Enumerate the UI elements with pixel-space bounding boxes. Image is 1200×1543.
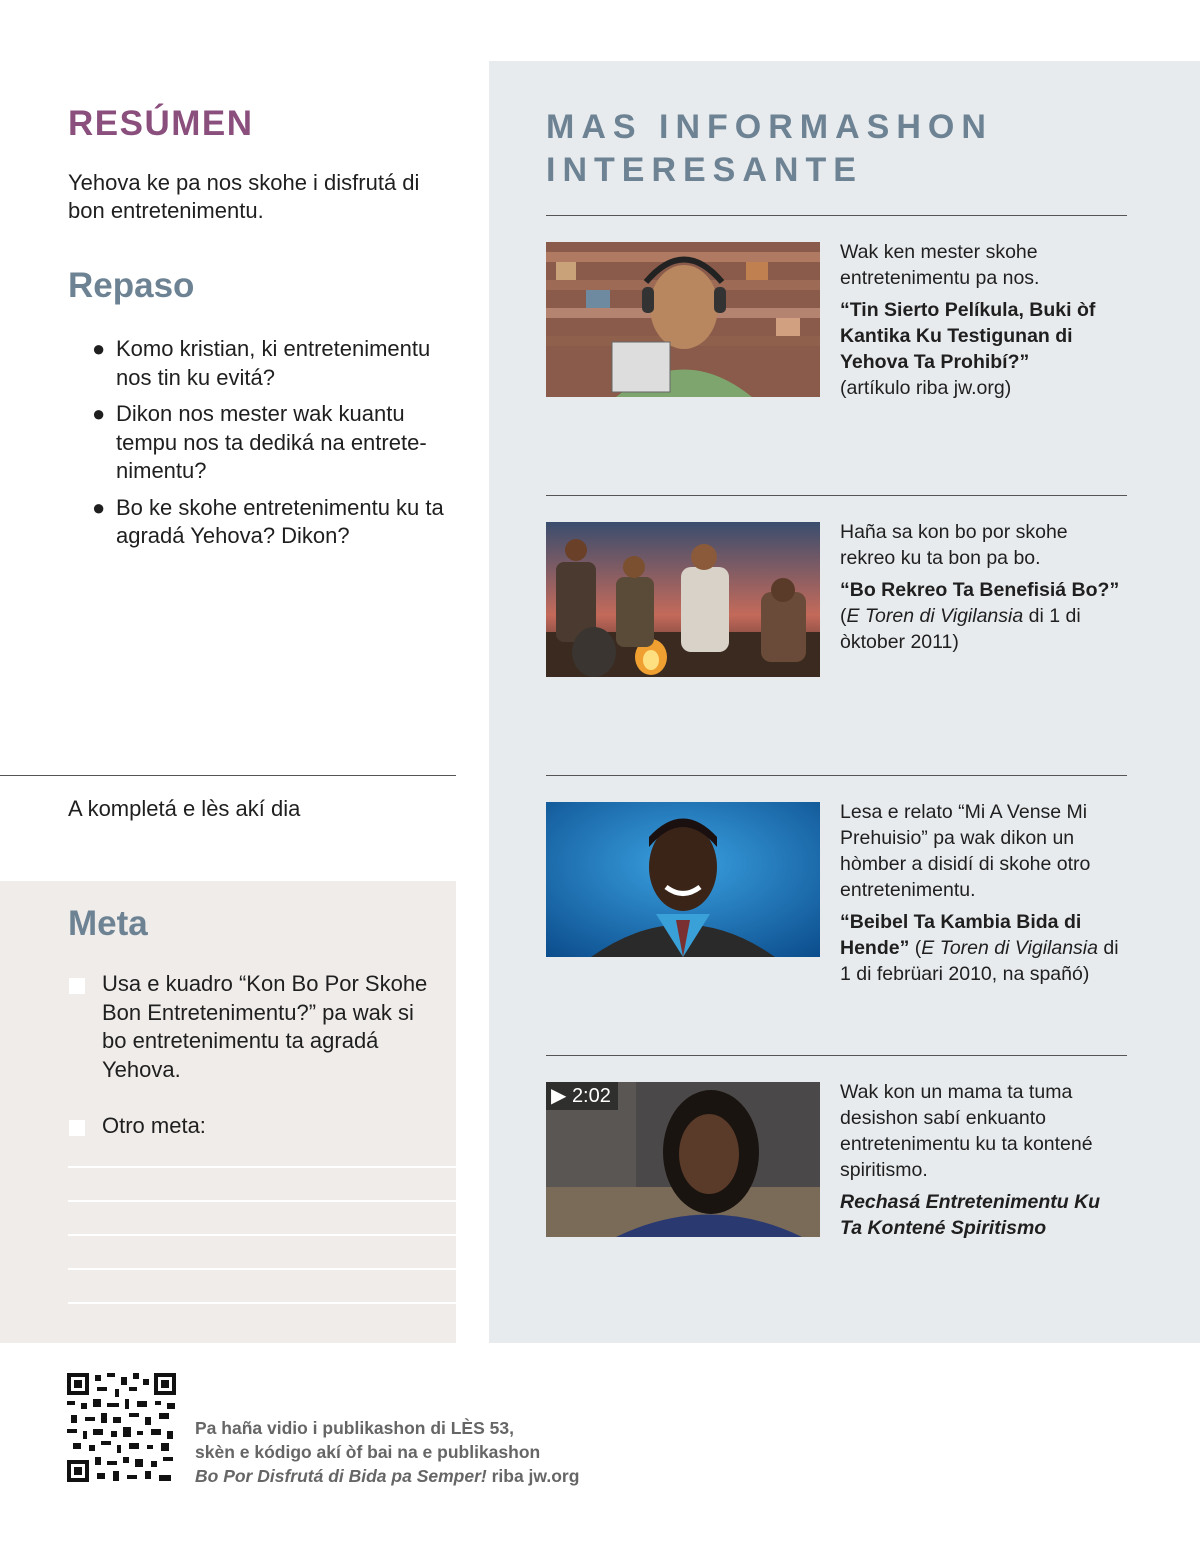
goal-checkbox[interactable] [69, 978, 85, 994]
write-line[interactable] [68, 1302, 456, 1304]
item-description: Wak ken mester skohe entretenimentu pa nos. [840, 241, 1040, 289]
more-info-item [840, 239, 1120, 401]
review-item: ● Dikon nos mester wak kuantu tempu nos ta dediká na entrete-nimentu? [92, 401, 427, 483]
footer-line: Pa haña vidio i publikashon di LÈS 53, [195, 1418, 514, 1438]
review-item-text: Dikon nos mester wak kuantu tempu nos ta dediká na entrete-nimentu? [116, 401, 427, 483]
more-info-item [840, 799, 1120, 987]
review-item: ● Bo ke skohe entretenimentu ku ta agradá Yehova? Dikon? [92, 494, 444, 548]
goal-title: Meta [68, 904, 148, 943]
item-title-link[interactable]: “Beibel Ta Kambia Bida di Hende” (E Toren di Vigilansia di 1 di febrüari 2010, na spañó) [840, 911, 1119, 985]
review-item-text: Komo kristian, ki entretenimentu nos tin ku evitá? [116, 336, 431, 390]
qr-code-icon [67, 1373, 176, 1482]
item-description: Lesa e relato “Mi A Vense Mi Prehuisio” pa wak dikon un hòmber a disidí di skohe otro entretenimentu. [840, 801, 1091, 901]
thumbnail-image [546, 802, 820, 957]
goal-item-text: Usa e kuadro “Kon Bo Por Skohe Bon Entretenimentu?” pa wak si bo entretenimentu ta agradá Yehova. [102, 971, 428, 1082]
item-source: (E Toren di Vigilansia di 1 di òktober 2011) [840, 605, 1081, 653]
divider [546, 775, 1127, 776]
more-info-item [840, 519, 1120, 655]
write-line[interactable] [68, 1268, 456, 1270]
review-list [92, 335, 457, 559]
more-info-item [840, 1079, 1120, 1241]
thumbnail-image [546, 522, 820, 677]
goal-item-text: Otro meta: [102, 1113, 206, 1138]
write-line[interactable] [68, 1166, 456, 1168]
review-item-text: Bo ke skohe entretenimentu ku ta agradá Yehova? Dikon? [116, 494, 444, 548]
divider [546, 215, 1127, 216]
write-line[interactable] [68, 1234, 456, 1236]
thumbnail-image [546, 242, 820, 397]
divider [0, 775, 456, 776]
item-description: Haña sa kon bo por skohe rekreo ku ta bon pa bo. [840, 521, 1068, 569]
item-title-link[interactable]: “Bo Rekreo Ta Benefisiá Bo?” [840, 579, 1120, 601]
video-duration-badge: ▶ 2:02 [546, 1082, 618, 1110]
footer-line: skèn e kódigo akí òf bai na e publikashon [195, 1442, 541, 1462]
footer-line: Bo Por Disfrutá di Bida pa Semper! riba jw.org [195, 1466, 580, 1486]
item-title-link[interactable]: “Tin Sierto Pelíkula, Buki òf Kantika Ku Testigunan di Yehova Ta Prohibí?” [840, 299, 1096, 373]
summary-title: RESÚMEN [68, 104, 254, 143]
more-info-title: MAS INFORMASHON INTERESANTE [546, 108, 993, 189]
divider [546, 495, 1127, 496]
item-source: (artíkulo riba jw.org) [840, 377, 1012, 399]
item-description: Wak kon un mama ta tuma desishon sabí enkuanto entretenimentu ku ta kontené spiritismo. [840, 1081, 1093, 1181]
completed-date-label: A kompletá e lès akí dia [68, 796, 301, 821]
qr-code[interactable] [67, 1373, 176, 1482]
video-thumbnail-woman[interactable] [546, 1082, 820, 1237]
review-item: ● Komo kristian, ki entretenimentu nos tin ku evitá? [92, 336, 431, 390]
divider [546, 1055, 1127, 1056]
write-line[interactable] [68, 1200, 456, 1202]
goal-checkbox[interactable] [69, 1120, 85, 1136]
thumbnail-young-man-headphones[interactable] [546, 242, 820, 397]
summary-text: Yehova ke pa nos skohe i disfrutá di bon entretenimentu. [68, 170, 420, 223]
thumbnail-smiling-man[interactable] [546, 802, 820, 957]
goal-panel [0, 881, 456, 1343]
item-title-link[interactable]: Rechasá Entretenimentu Ku Ta Kontené Spiritismo [840, 1191, 1101, 1239]
thumbnail-campfire[interactable] [546, 522, 820, 677]
footer-text [195, 1416, 615, 1488]
review-title: Repaso [68, 266, 195, 305]
